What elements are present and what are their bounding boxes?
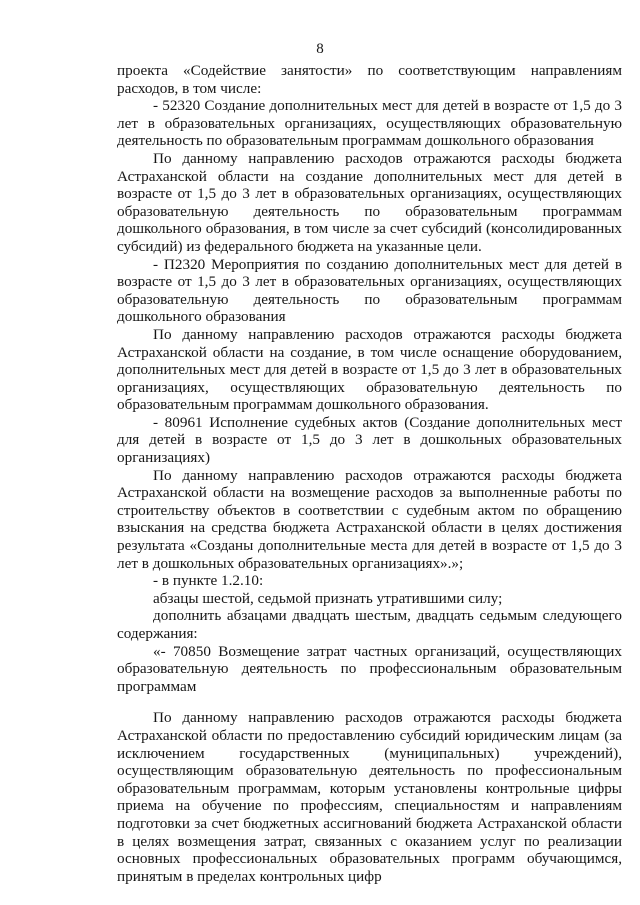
page-number: 8	[316, 41, 324, 57]
paragraph: По данному направлению расходов отражаются расходы бюджета Астраханской области на создание, в том числе оснащение оборудованием, дополнительных мест для детей в возрасте от 1,5 до 3 лет в образовательных организациях, осуществляющих образовательную деятельность по образовательным программам дошкольного образования.	[117, 325, 622, 414]
paragraph: По данному направлению расходов отражаются расходы бюджета Астраханской области на возмещение расходов за выполненные работы по строительству объектов в соответствии с судебным актом по обращению взыскания на средства бюджета Астраханской области в целях достижения результата «Созданы дополнительные места для детей в возрасте от 1,5 до 3 лет в дошкольных образовательных организациях».»;	[117, 466, 622, 572]
paragraph: По данному направлению расходов отражаются расходы бюджета Астраханской области на создание дополнительных мест для детей в возрасте от 1,5 до 3 лет в образовательных организациях, осуществляющих образовательную деятельность по образовательным программам дошкольного образования, в том числе за счет субсидий (консолидированных субсидий) из федерального бюджета на указанные цели.	[117, 149, 622, 255]
paragraph: - 52320 Создание дополнительных мест для детей в возрасте от 1,5 до 3 лет в образовательных организациях, осуществляющих образовательную деятельность по образовательным программам дошкольного образования	[117, 97, 622, 150]
paragraph: - 80961 Исполнение судебных актов (Создание дополнительных мест для детей в возрасте от 1,5 до 3 лет в дошкольных образовательных организациях)	[117, 413, 622, 467]
paragraph: абзацы шестой, седьмой признать утратившими силу;	[153, 589, 503, 607]
paragraph: - П2320 Мероприятия по созданию дополнительных мест для детей в возрасте от 1,5 до 3 лет в образовательных организациях, осуществляющих образовательную деятельность по образовательным программам дошкольного образования	[117, 255, 622, 326]
paragraph: - в пункте 1.2.10:	[153, 572, 264, 590]
paragraph: По данному направлению расходов отражаются расходы бюджета Астраханской области по предоставлению субсидий юридическим лицам (за исключением государственных (муниципальных) учреждений), осуществляющим образовательную деятельность по профессиональным образовательным программам, которым установлены контрольные цифры приема на обучение по профессиям, специальностям и направлениям подготовки за счет бюджетных ассигнований бюджета Астраханской области в целях возмещения затрат, связанных с оказанием услуг по реализации основных профессиональных образовательных программ обучающимся, принятым в пределах контрольных цифр	[117, 709, 622, 885]
paragraph: дополнить абзацами двадцать шестым, двадцать седьмым следующего содержания:	[117, 607, 622, 642]
paragraph: «- 70850 Возмещение затрат частных организаций, осуществляющих образовательную деятельность по профессиональным образовательным программам	[117, 642, 622, 695]
paragraph: проекта «Содействие занятости» по соответствующим направлениям расходов, в том числе:	[117, 62, 622, 97]
document-body	[117, 62, 622, 885]
